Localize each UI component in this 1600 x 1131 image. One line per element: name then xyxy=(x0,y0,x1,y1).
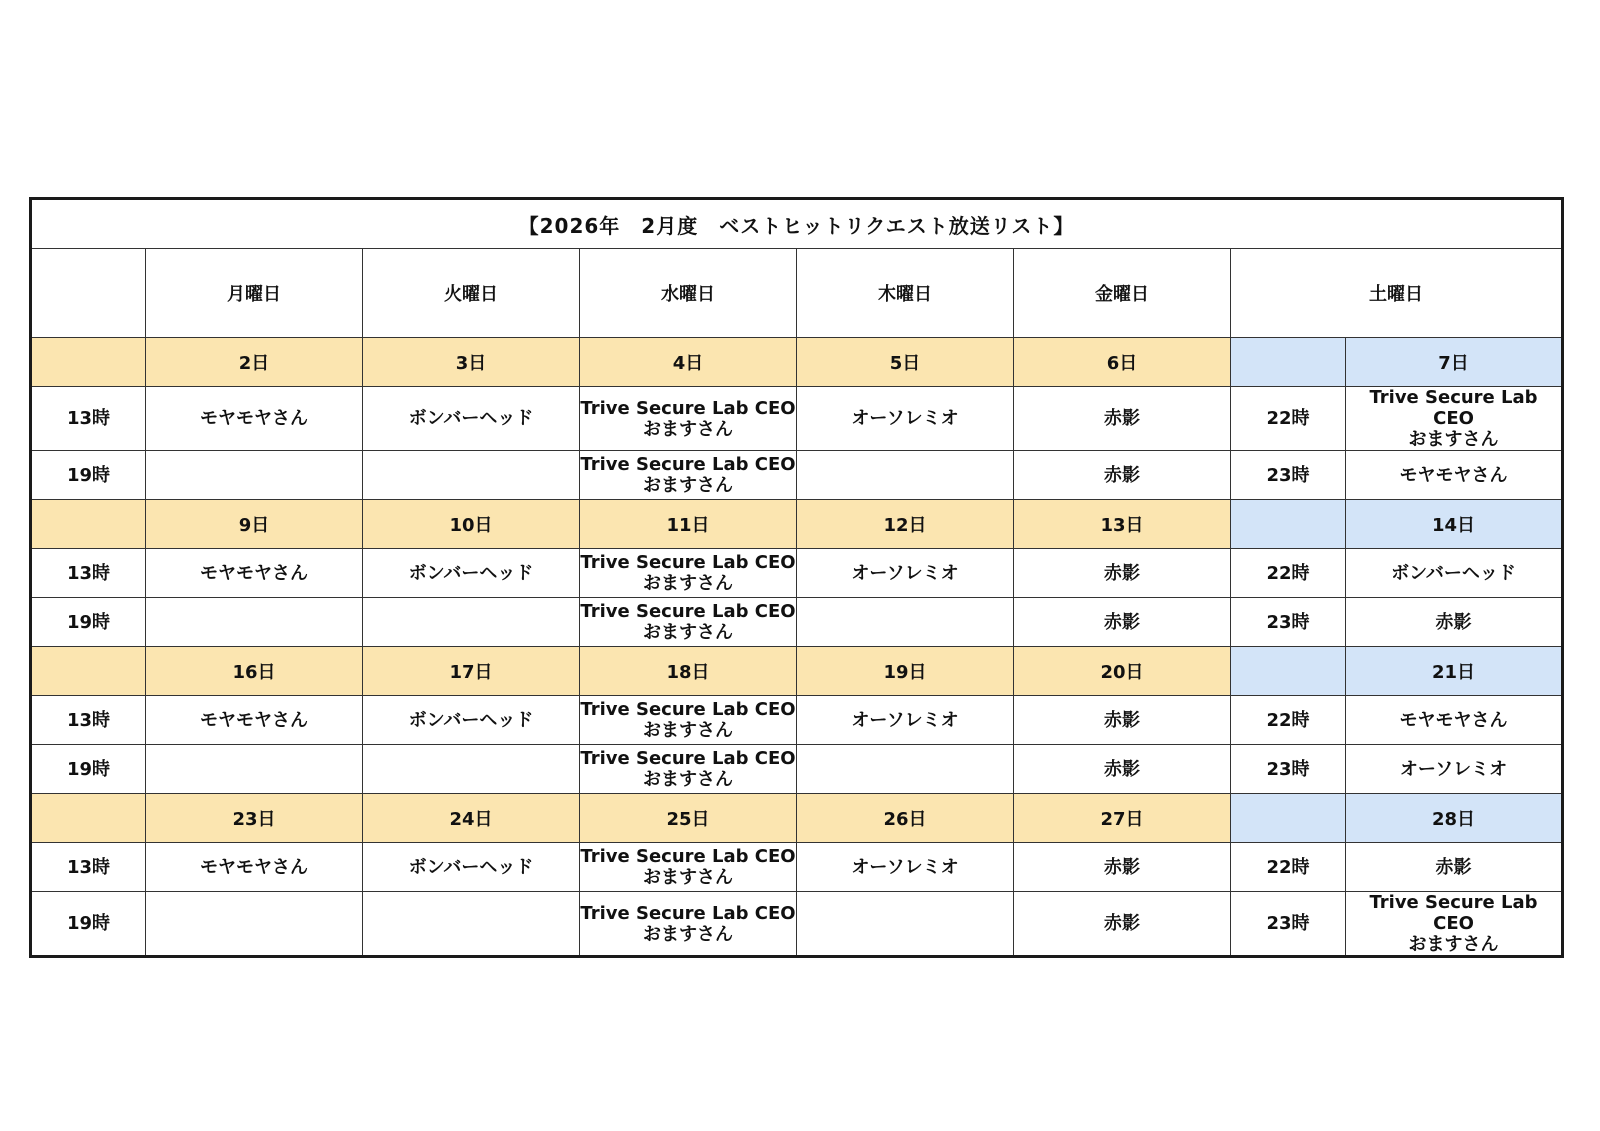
saturday-date-cell: 7日 xyxy=(1346,338,1563,387)
program-line: おますさん xyxy=(643,720,733,741)
program-cell xyxy=(363,745,580,794)
saturday-time-cell: 22時 xyxy=(1231,549,1346,598)
date-row-spacer xyxy=(31,500,146,549)
program-cell: 赤影 xyxy=(1014,843,1231,892)
date-cell: 27日 xyxy=(1014,794,1231,843)
program-cell: モヤモヤさん xyxy=(146,843,363,892)
date-cell: 24日 xyxy=(363,794,580,843)
date-cell: 6日 xyxy=(1014,338,1231,387)
date-row-spacer xyxy=(31,794,146,843)
program-line: おますさん xyxy=(643,475,733,496)
schedule-title: 【2026年 2月度 ベストヒットリクエスト放送リスト】 xyxy=(31,199,1563,249)
program-cell xyxy=(580,843,797,892)
date-cell: 11日 xyxy=(580,500,797,549)
program-cell: ボンバーヘッド xyxy=(363,549,580,598)
program-cell: オーソレミオ xyxy=(797,549,1014,598)
program-cell xyxy=(797,892,1014,957)
program-cell: 赤影 xyxy=(1014,387,1231,451)
time-slot-row xyxy=(31,598,1563,647)
program-cell: ボンバーヘッド xyxy=(363,387,580,451)
day-of-week-header: 水曜日 xyxy=(580,249,797,338)
program-cell: 赤影 xyxy=(1014,451,1231,500)
saturday-program-cell: モヤモヤさん xyxy=(1346,451,1563,500)
day-of-week-header: 金曜日 xyxy=(1014,249,1231,338)
time-cell: 13時 xyxy=(31,843,146,892)
saturday-program-cell: 赤影 xyxy=(1346,598,1563,647)
program-cell: モヤモヤさん xyxy=(146,696,363,745)
saturday-time-cell: 23時 xyxy=(1231,892,1346,957)
program-cell xyxy=(146,598,363,647)
date-cell: 16日 xyxy=(146,647,363,696)
program-line: おますさん xyxy=(643,573,733,594)
time-slot-row xyxy=(31,843,1563,892)
saturday-time-spacer xyxy=(1231,647,1346,696)
saturday-time-cell: 22時 xyxy=(1231,843,1346,892)
program-cell xyxy=(363,598,580,647)
time-slot-row xyxy=(31,745,1563,794)
time-slot-row xyxy=(31,892,1563,957)
program-cell: 赤影 xyxy=(1014,745,1231,794)
date-cell: 13日 xyxy=(1014,500,1231,549)
day-of-week-header: 土曜日 xyxy=(1231,249,1563,338)
date-cell: 18日 xyxy=(580,647,797,696)
date-cell: 2日 xyxy=(146,338,363,387)
program-line: Trive Secure Lab CEO xyxy=(580,846,796,867)
saturday-time-spacer xyxy=(1231,794,1346,843)
saturday-date-cell: 28日 xyxy=(1346,794,1563,843)
time-cell: 13時 xyxy=(31,387,146,451)
program-line: Trive Secure Lab CEO xyxy=(580,699,796,720)
day-of-week-header: 火曜日 xyxy=(363,249,580,338)
program-line: Trive Secure Lab CEO xyxy=(1369,387,1538,429)
program-cell: ボンバーヘッド xyxy=(363,696,580,745)
date-cell: 3日 xyxy=(363,338,580,387)
date-row-spacer xyxy=(31,338,146,387)
date-cell: 4日 xyxy=(580,338,797,387)
saturday-time-cell: 23時 xyxy=(1231,598,1346,647)
program-cell: ボンバーヘッド xyxy=(363,843,580,892)
program-cell xyxy=(580,745,797,794)
program-cell: モヤモヤさん xyxy=(146,387,363,451)
time-cell: 19時 xyxy=(31,892,146,957)
date-row xyxy=(31,647,1563,696)
program-cell xyxy=(580,549,797,598)
date-cell: 26日 xyxy=(797,794,1014,843)
program-line: Trive Secure Lab CEO xyxy=(580,552,796,573)
date-row xyxy=(31,338,1563,387)
time-cell: 19時 xyxy=(31,745,146,794)
program-line: おますさん xyxy=(1408,429,1499,450)
date-row xyxy=(31,794,1563,843)
program-line: Trive Secure Lab CEO xyxy=(580,454,796,475)
saturday-time-cell: 22時 xyxy=(1231,696,1346,745)
date-cell: 9日 xyxy=(146,500,363,549)
program-cell: 赤影 xyxy=(1014,696,1231,745)
program-cell: オーソレミオ xyxy=(797,843,1014,892)
saturday-time-spacer xyxy=(1231,338,1346,387)
program-cell xyxy=(146,745,363,794)
program-cell xyxy=(797,745,1014,794)
date-cell: 19日 xyxy=(797,647,1014,696)
program-line: おますさん xyxy=(643,418,733,440)
day-of-week-header: 木曜日 xyxy=(797,249,1014,338)
saturday-time-cell: 22時 xyxy=(1231,387,1346,451)
saturday-time-cell: 23時 xyxy=(1231,745,1346,794)
program-cell xyxy=(580,387,797,451)
schedule-table xyxy=(29,197,1564,958)
program-line: おますさん xyxy=(643,769,733,790)
program-cell xyxy=(580,892,797,957)
saturday-program-cell: モヤモヤさん xyxy=(1346,696,1563,745)
saturday-date-cell: 21日 xyxy=(1346,647,1563,696)
program-cell: モヤモヤさん xyxy=(146,549,363,598)
program-line: Trive Secure Lab CEO xyxy=(580,601,796,622)
program-cell: 赤影 xyxy=(1014,549,1231,598)
saturday-program-cell: オーソレミオ xyxy=(1346,745,1563,794)
time-cell: 13時 xyxy=(31,696,146,745)
time-slot-row xyxy=(31,451,1563,500)
date-cell: 17日 xyxy=(363,647,580,696)
saturday-program-cell: ボンバーヘッド xyxy=(1346,549,1563,598)
program-line: おますさん xyxy=(1408,934,1499,955)
program-line: おますさん xyxy=(643,867,733,888)
program-cell xyxy=(797,598,1014,647)
program-line: おますさん xyxy=(643,622,733,643)
date-row-spacer xyxy=(31,647,146,696)
program-line: おますさん xyxy=(643,923,733,945)
corner-cell xyxy=(31,249,146,338)
program-cell xyxy=(146,892,363,957)
saturday-time-cell: 23時 xyxy=(1231,451,1346,500)
date-row xyxy=(31,500,1563,549)
program-cell xyxy=(580,598,797,647)
time-slot-row xyxy=(31,387,1563,451)
date-cell: 20日 xyxy=(1014,647,1231,696)
date-cell: 10日 xyxy=(363,500,580,549)
date-cell: 23日 xyxy=(146,794,363,843)
program-cell xyxy=(363,451,580,500)
time-cell: 13時 xyxy=(31,549,146,598)
time-cell: 19時 xyxy=(31,598,146,647)
program-cell: オーソレミオ xyxy=(797,696,1014,745)
program-line: Trive Secure Lab CEO xyxy=(580,902,796,924)
program-line: Trive Secure Lab CEO xyxy=(580,748,796,769)
program-line: Trive Secure Lab CEO xyxy=(1369,892,1538,934)
date-cell: 25日 xyxy=(580,794,797,843)
day-of-week-header: 月曜日 xyxy=(146,249,363,338)
program-cell: オーソレミオ xyxy=(797,387,1014,451)
program-cell xyxy=(797,451,1014,500)
date-cell: 12日 xyxy=(797,500,1014,549)
time-cell: 19時 xyxy=(31,451,146,500)
saturday-date-cell: 14日 xyxy=(1346,500,1563,549)
time-slot-row xyxy=(31,696,1563,745)
saturday-program-cell: 赤影 xyxy=(1346,843,1563,892)
saturday-program-cell xyxy=(1346,892,1563,957)
saturday-time-spacer xyxy=(1231,500,1346,549)
program-cell xyxy=(363,892,580,957)
program-cell: 赤影 xyxy=(1014,598,1231,647)
time-slot-row xyxy=(31,549,1563,598)
program-cell: 赤影 xyxy=(1014,892,1231,957)
saturday-program-cell xyxy=(1346,387,1563,451)
program-cell xyxy=(146,451,363,500)
date-cell: 5日 xyxy=(797,338,1014,387)
program-cell xyxy=(580,451,797,500)
program-cell xyxy=(580,696,797,745)
program-line: Trive Secure Lab CEO xyxy=(580,397,796,419)
